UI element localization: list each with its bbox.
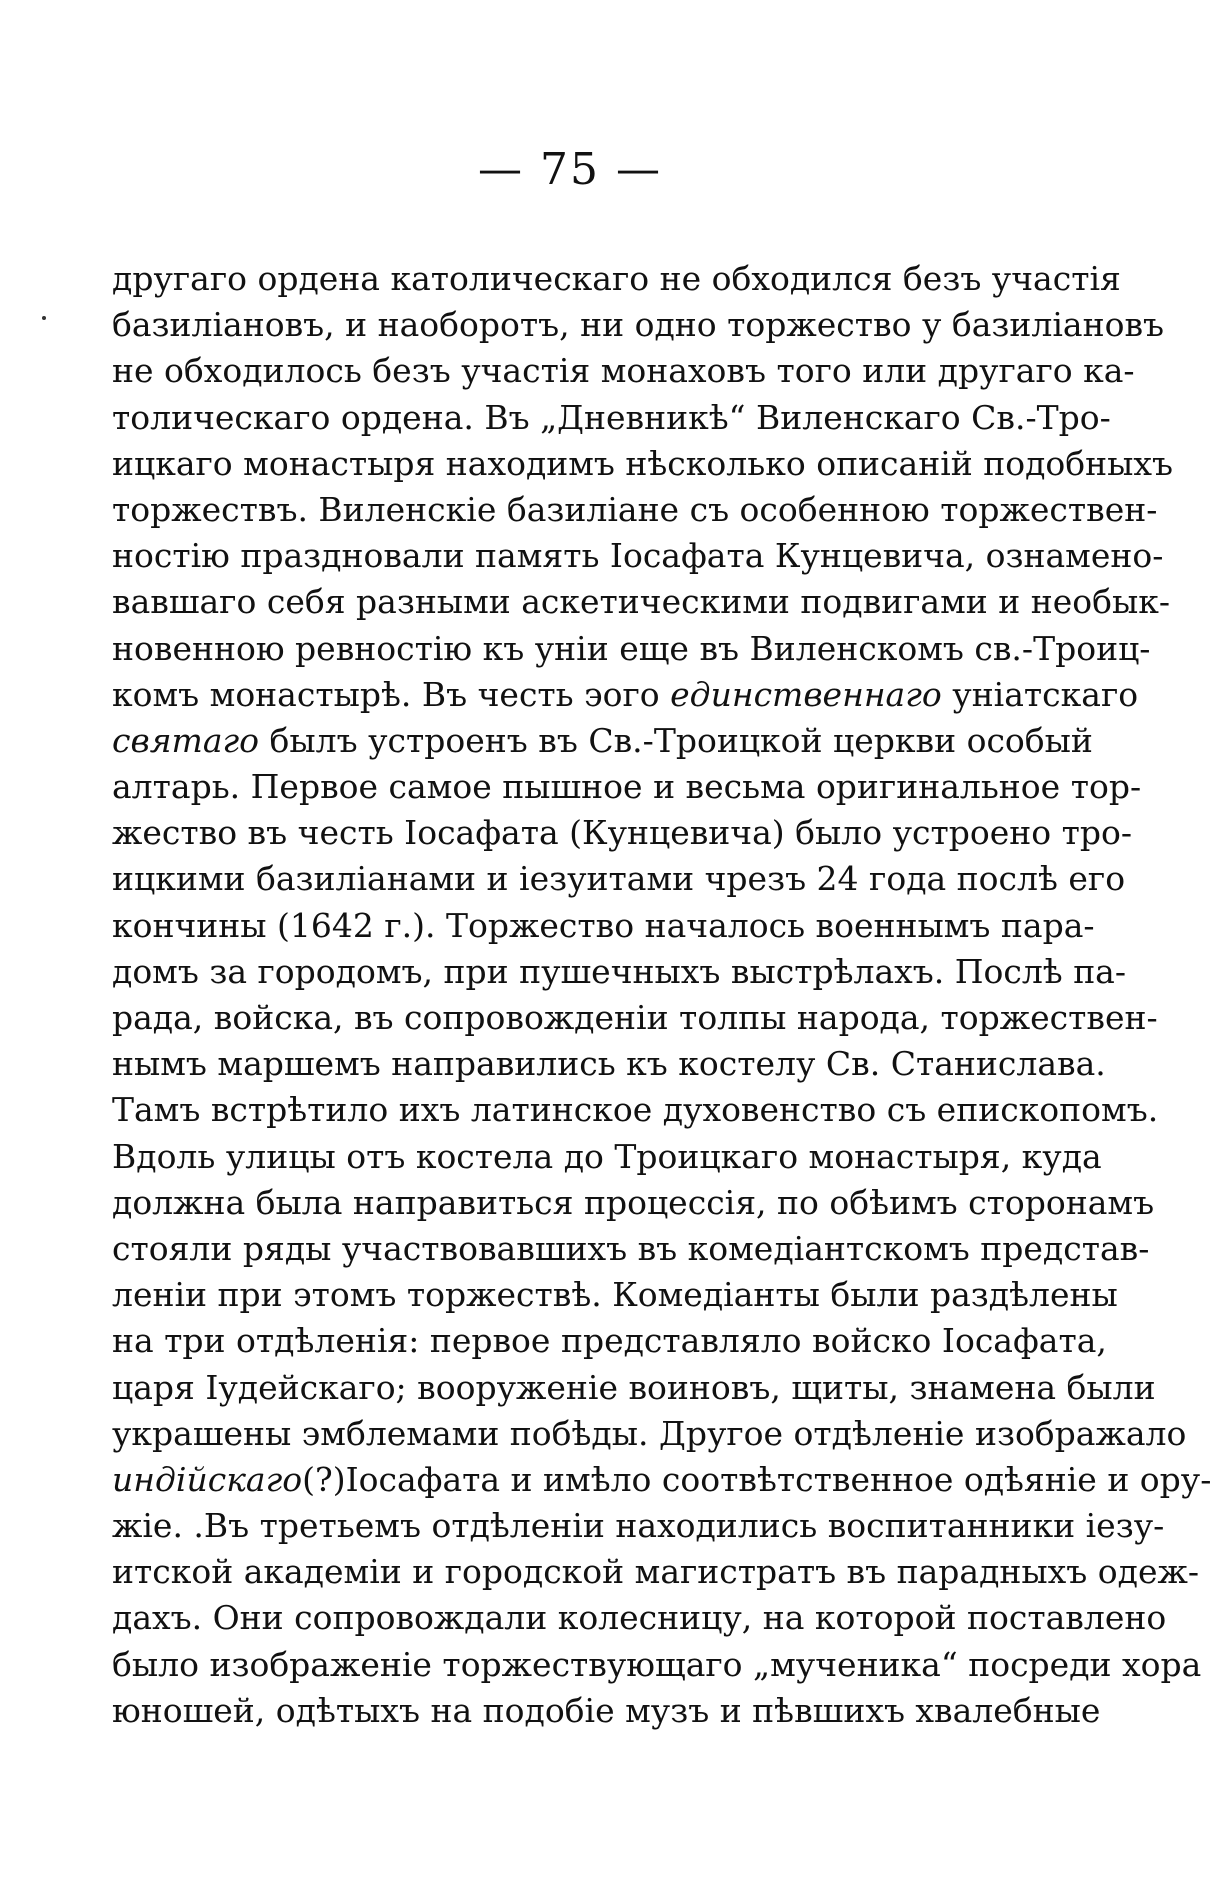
text-line: на три отдѣленія: первое представляло войско Іосафата, — [112, 1321, 1107, 1361]
text-line: ицкими базиліанами и іезуитами чрезъ 24 года послѣ его — [112, 859, 1126, 899]
text-line: вавшаго себя разными аскетическими подвигами и необык- — [112, 582, 1171, 622]
text-line: базиліановъ, и наоборотъ, ни одно торжество у базиліановъ — [112, 305, 1165, 345]
text-line: украшены эмблемами побѣды. Другое отдѣленіе изображало — [112, 1413, 1187, 1453]
text-line: Вдоль улицы отъ костела до Троицкаго монастыря, куда — [112, 1136, 1102, 1176]
line-text-segment: былъ устроенъ въ Св.-Троицкой церкви особый — [259, 720, 1093, 760]
print-speck — [42, 316, 46, 320]
text-line: царя Іудейскаго; вооруженіе воиновъ, щиты, знамена были — [112, 1367, 1156, 1407]
text-line: алтарь. Первое самое пышное и весьма оригинальное тор- — [112, 767, 1142, 807]
text-line: торжествъ. Виленскіе базиліане съ особенною торжествен- — [112, 489, 1158, 529]
italic-emphasis: святаго — [112, 720, 260, 760]
text-line: новенною ревностію къ уніи еще въ Виленскомъ св.-Троиц- — [112, 628, 1151, 668]
line-text-segment: (?)Іосафата и имѣло соотвѣтственное одѣяніе и ору- — [302, 1459, 1211, 1499]
text-line — [112, 672, 1139, 718]
page-number: — 75 — — [478, 144, 662, 195]
text-line: домъ за городомъ, при пушечныхъ выстрѣлахъ. Послѣ па- — [112, 951, 1127, 991]
text-line: другаго ордена католическаго не обходился безъ участія — [112, 259, 1121, 298]
body-text — [112, 256, 1211, 1734]
text-line: ностію праздновали память Іосафата Кунцевича, ознамено- — [112, 536, 1164, 576]
text-line: юношей, одѣтыхъ на подобіе музъ и пѣвшихъ хвалебные — [112, 1690, 1101, 1730]
text-line: Тамъ встрѣтило ихъ латинское духовенство съ епископомъ. — [112, 1090, 1159, 1130]
text-line: было изображеніе торжествующаго „мученика“ посреди хора — [112, 1644, 1202, 1684]
text-line: дахъ. Они сопровождали колесницу, на которой поставлено — [112, 1598, 1167, 1638]
text-line: кончины (1642 г.). Торжество началось военнымъ пара- — [112, 905, 1095, 945]
text-line: толическаго ордена. Въ „Дневникѣ“ Виленскаго Св.-Тро- — [112, 397, 1111, 437]
text-line: должна была направиться процессія, по обѣимъ сторонамъ — [112, 1182, 1155, 1222]
text-line — [112, 718, 1093, 764]
text-line — [112, 1457, 1211, 1503]
text-line: рада, войска, въ сопровожденіи толпы народа, торжествен- — [112, 998, 1158, 1037]
text-line: не обходилось безъ участія монаховъ того или другаго ка- — [112, 351, 1135, 391]
italic-emphasis: индійскаго — [112, 1459, 303, 1499]
text-line: нымъ маршемъ направились къ костелу Св. Станислава. — [112, 1044, 1106, 1084]
text-line: леніи при этомъ торжествѣ. Комедіанты были раздѣлены — [112, 1275, 1118, 1315]
text-line: жіе. .Въ третьемъ отдѣленіи находились воспитанники іезу- — [112, 1506, 1165, 1546]
text-line: ицкаго монастыря находимъ нѣсколько описаній подобныхъ — [112, 443, 1174, 483]
line-text-segment: комъ монастырѣ. Въ честь эого — [112, 674, 671, 714]
text-line: стояли ряды участвовавшихъ въ комедіантскомъ представ- — [112, 1228, 1150, 1268]
text-line: жество въ честь Іосафата (Кунцевича) было устроено тро- — [112, 813, 1133, 853]
text-line: итской академіи и городской магистратъ въ парадныхъ одеж- — [112, 1552, 1199, 1592]
italic-emphasis: единственнаго — [670, 674, 942, 714]
line-text-segment: уніатскаго — [941, 674, 1139, 714]
